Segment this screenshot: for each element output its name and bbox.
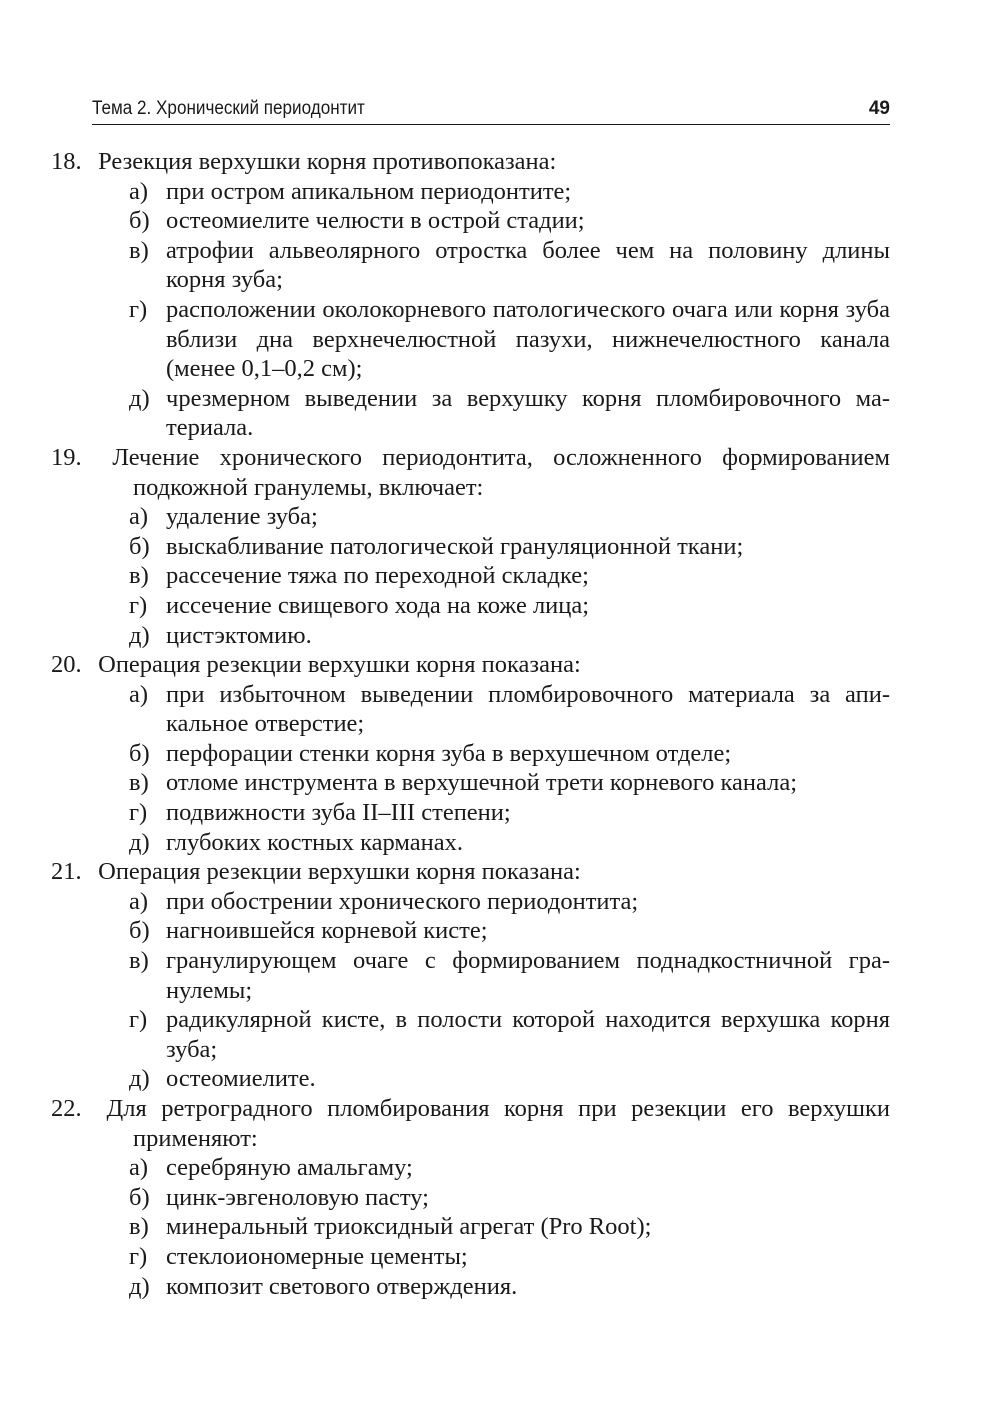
question-19 xyxy=(51,443,891,650)
option-text: подвижности зуба II–III степени; xyxy=(166,799,511,827)
option-letter: а) xyxy=(129,177,149,205)
answer-option xyxy=(129,561,890,591)
answer-option xyxy=(129,828,890,858)
option-letter: в) xyxy=(129,769,149,797)
answer-option xyxy=(129,1212,890,1242)
option-text: композит светового отверждения. xyxy=(166,1272,518,1300)
answer-option xyxy=(129,916,890,946)
answer-option xyxy=(129,502,890,532)
option-text: нагноившейся корневой кисте; xyxy=(166,917,488,945)
option-letter: д) xyxy=(129,384,150,412)
answer-option xyxy=(129,177,890,207)
option-text: при избыточном выведении пломбировочного материала за апикальное отверстие; xyxy=(166,680,890,738)
option-text: минеральный триоксидный агрегат (Pro Root); xyxy=(166,1213,652,1241)
question-text: Операция резекции верхушки корня показана: xyxy=(98,858,581,886)
question-stem: 20. Операция резекции верхушки корня показана: xyxy=(51,651,581,679)
answer-option xyxy=(129,1242,890,1272)
option-letter: б) xyxy=(129,739,150,767)
option-letter: г) xyxy=(129,1242,148,1270)
answer-option xyxy=(129,591,890,621)
page-number: 49 xyxy=(868,98,890,119)
answer-option xyxy=(129,798,890,828)
option-letter: б) xyxy=(129,207,150,235)
question-stem: 18. Резекция верхушки корня противопоказана: xyxy=(51,148,557,175)
option-text: выскабливание патологической грануляционной ткани; xyxy=(166,532,744,560)
option-letter: в) xyxy=(129,947,149,975)
answer-option xyxy=(129,206,890,236)
option-text: удаление зуба; xyxy=(166,503,318,531)
option-text: чрезмерном выведении за верхушку корня пломбировочного материала. xyxy=(166,384,890,442)
answer-option xyxy=(129,946,890,1005)
option-letter: д) xyxy=(129,828,150,856)
option-letter: г) xyxy=(129,799,148,827)
option-letter: б) xyxy=(129,1183,150,1211)
running-header xyxy=(92,96,890,125)
option-letter: а) xyxy=(129,503,149,531)
option-text: радикулярной кисте, в полости которой находится верхушка корня зуба; xyxy=(166,1006,890,1063)
question-18 xyxy=(51,147,890,443)
option-letter: а) xyxy=(129,887,149,915)
option-letter: б) xyxy=(129,917,150,945)
option-text: цинк-эвгеноловую пасту; xyxy=(166,1183,429,1211)
answer-option xyxy=(129,236,890,295)
option-text: цистэктомию. xyxy=(166,621,312,649)
option-letter: г) xyxy=(129,1006,148,1034)
answer-option xyxy=(129,1272,890,1302)
question-stem: 22. Для ретроградного пломбирования корня при резекции его верхушки применяют: xyxy=(51,1095,890,1152)
answer-option xyxy=(129,295,890,384)
option-letter: д) xyxy=(129,1272,150,1300)
chapter-title: Тема 2. Хронический периодонтит xyxy=(92,98,365,119)
question-text: Лечение хронического периодонтита, осложненного формированием подкожной гранулемы, включает: xyxy=(112,443,891,501)
question-21 xyxy=(51,857,890,1094)
question-stem: 19. Лечение хронического периодонтита, осложненного формированием подкожной гранулемы, включает: xyxy=(51,443,891,501)
option-text: перфорации стенки корня зуба в верхушечном отделе; xyxy=(166,739,732,767)
option-letter: в) xyxy=(129,1213,149,1241)
option-letter: а) xyxy=(129,1154,149,1182)
option-letter: а) xyxy=(129,680,149,708)
option-text: остеомиелите. xyxy=(166,1065,316,1093)
option-text: серебряную амальгаму; xyxy=(166,1154,413,1182)
option-text: иссечение свищевого хода на коже лица; xyxy=(166,591,590,619)
option-letter: д) xyxy=(129,621,150,649)
answer-option xyxy=(129,1005,890,1064)
option-text: при обострении хронического периодонтита; xyxy=(166,887,639,915)
option-text: рассечение тяжа по переходной складке; xyxy=(166,562,589,590)
question-text: Резекция верхушки корня противопоказана: xyxy=(98,148,557,175)
option-letter: в) xyxy=(129,562,149,590)
answer-option xyxy=(129,532,890,562)
answer-option xyxy=(129,887,890,917)
option-text: при остром апикальном периодонтите; xyxy=(166,177,572,205)
question-text: Для ретроградного пломбирования корня при резекции его верхушки применяют: xyxy=(106,1095,890,1152)
answer-option xyxy=(129,1064,890,1094)
option-text: глубоких костных карманах. xyxy=(166,828,463,856)
option-text: расположении околокорневого патологического очага или корня зуба вблизи дна верхнечелюстной пазухи, нижнечелюстного канала (менее 0,1–0,2 см); xyxy=(166,295,890,383)
option-letter: г) xyxy=(129,591,148,619)
answer-option xyxy=(129,384,890,443)
option-text: атрофии альвеолярного отростка более чем на половину длины корня зуба; xyxy=(166,236,890,294)
question-text: Операция резекции верхушки корня показана: xyxy=(98,651,581,679)
option-letter: б) xyxy=(129,532,150,560)
answer-option xyxy=(129,621,890,651)
option-letter: д) xyxy=(129,1065,150,1093)
option-text: стеклоиономерные цементы; xyxy=(166,1242,468,1270)
answer-option xyxy=(129,1153,890,1183)
option-letter: в) xyxy=(129,236,149,264)
option-text: гранулирующем очаге с формированием поднадкостничной гранулемы; xyxy=(166,947,890,1004)
option-letter: г) xyxy=(129,295,148,323)
answer-option xyxy=(129,680,890,739)
answer-option xyxy=(129,768,890,798)
question-20 xyxy=(51,650,890,857)
answer-option xyxy=(129,1183,890,1213)
option-text: остеомиелите челюсти в острой стадии; xyxy=(166,207,585,235)
option-text: отломе инструмента в верхушечной трети корневого канала; xyxy=(166,769,798,797)
question-22 xyxy=(51,1094,890,1301)
answer-option xyxy=(129,739,890,769)
question-list xyxy=(51,147,891,1301)
question-stem: 21. Операция резекции верхушки корня показана: xyxy=(51,858,581,886)
